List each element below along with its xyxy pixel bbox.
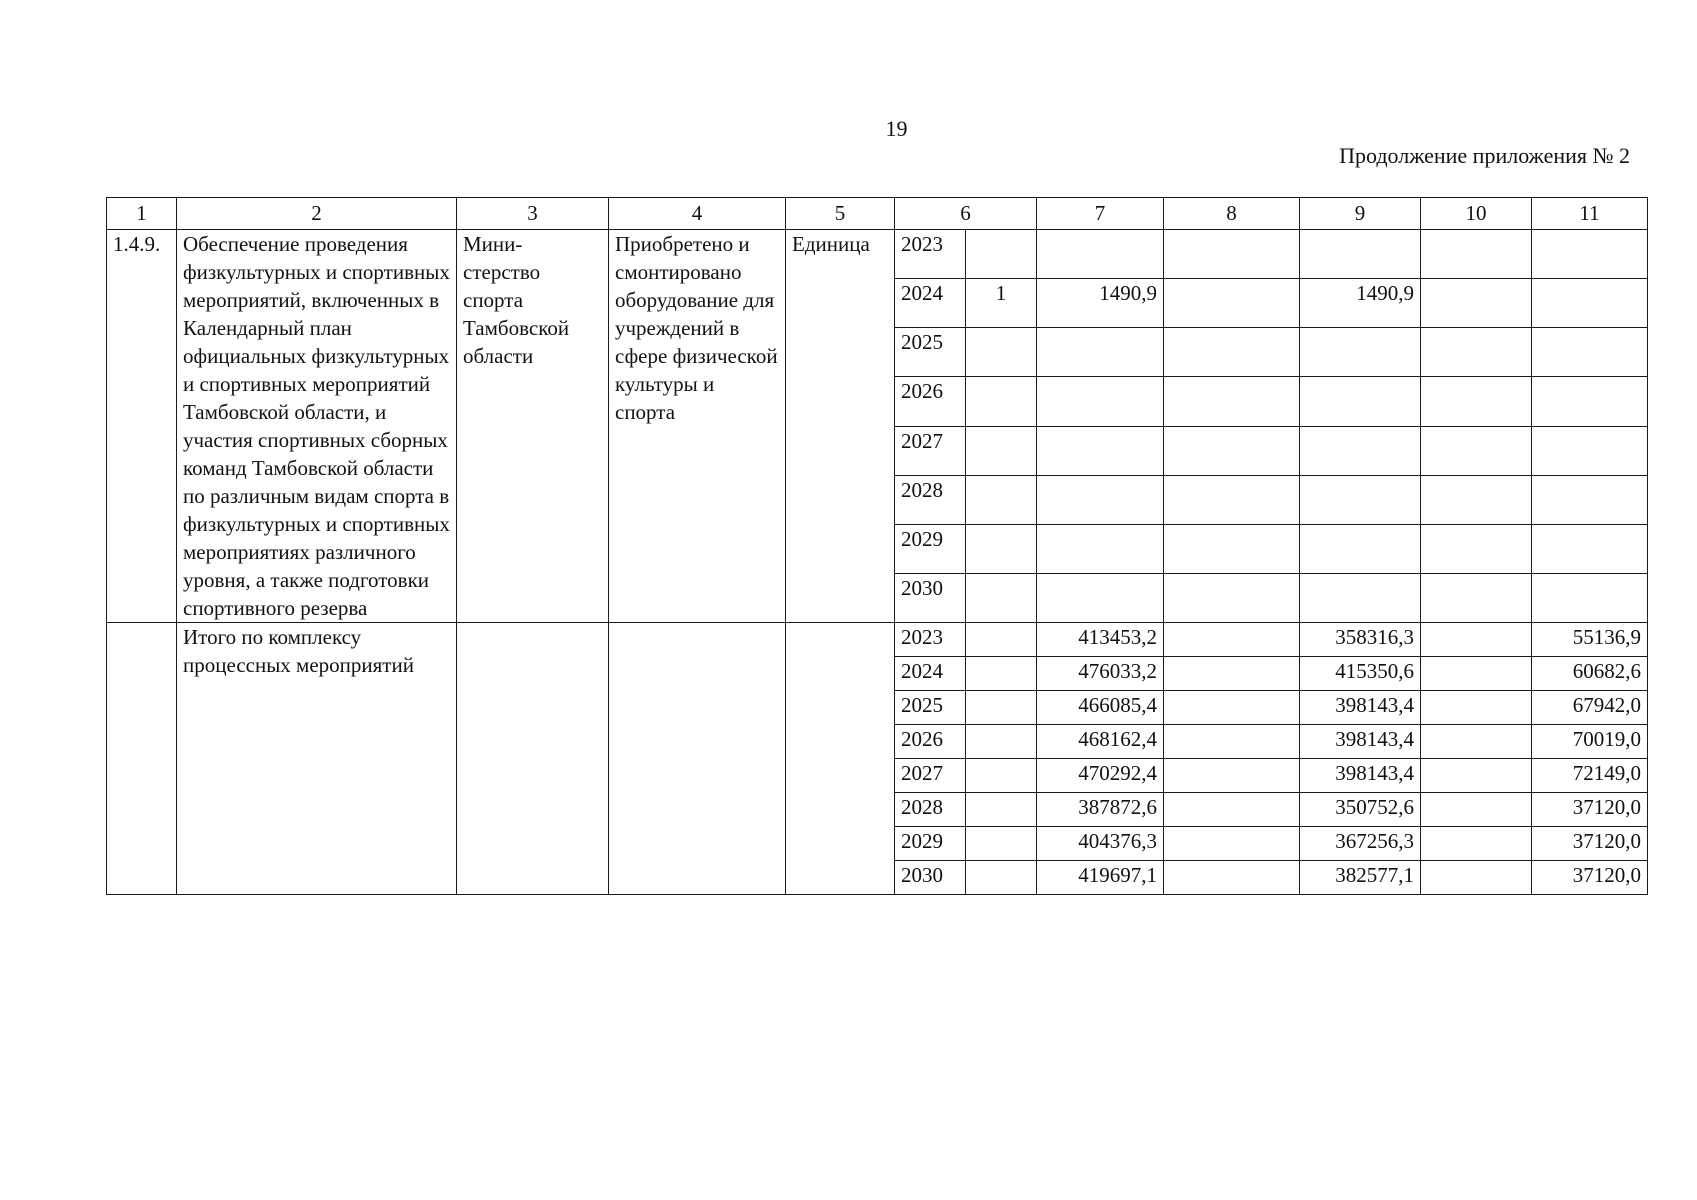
amount-cell xyxy=(1421,861,1532,895)
amount-cell xyxy=(1037,475,1164,524)
amount-cell: 72149,0 xyxy=(1532,759,1648,793)
year-cell: 2027 xyxy=(895,759,966,793)
amount-cell xyxy=(1164,623,1300,657)
amount-cell: 466085,4 xyxy=(1037,691,1164,725)
page-number: 19 xyxy=(885,116,908,141)
amount-cell xyxy=(1300,328,1421,377)
amount-cell xyxy=(1164,475,1300,524)
amount-cell xyxy=(1532,328,1648,377)
amount-cell: 1490,9 xyxy=(1300,279,1421,328)
year-cell: 2029 xyxy=(895,524,966,573)
header-cell: 9 xyxy=(1300,198,1421,230)
amount-cell: 419697,1 xyxy=(1037,861,1164,895)
amount-cell xyxy=(1421,426,1532,475)
amount-cell xyxy=(1164,725,1300,759)
amount-cell xyxy=(1421,230,1532,279)
indicator-cell xyxy=(966,759,1037,793)
amount-cell: 37120,0 xyxy=(1532,861,1648,895)
indicator-cell xyxy=(966,573,1037,622)
year-cell: 2023 xyxy=(895,230,966,279)
amount-cell xyxy=(1300,377,1421,426)
amount-cell xyxy=(1421,759,1532,793)
amount-cell xyxy=(1300,426,1421,475)
amount-cell: 382577,1 xyxy=(1300,861,1421,895)
amount-cell xyxy=(1421,691,1532,725)
amount-cell: 358316,3 xyxy=(1300,623,1421,657)
indicator-cell xyxy=(966,623,1037,657)
year-cell: 2030 xyxy=(895,861,966,895)
amount-cell xyxy=(1037,426,1164,475)
amount-cell xyxy=(1164,827,1300,861)
amount-cell xyxy=(1300,230,1421,279)
budget-table xyxy=(106,197,1648,895)
amount-cell xyxy=(1164,328,1300,377)
amount-cell: 398143,4 xyxy=(1300,759,1421,793)
indicator-cell xyxy=(966,827,1037,861)
year-cell: 2028 xyxy=(895,793,966,827)
amount-cell: 37120,0 xyxy=(1532,827,1648,861)
amount-cell xyxy=(1164,793,1300,827)
amount-cell xyxy=(1164,759,1300,793)
amount-cell: 415350,6 xyxy=(1300,657,1421,691)
amount-cell xyxy=(1037,573,1164,622)
amount-cell xyxy=(1164,279,1300,328)
header-cell: 10 xyxy=(1421,198,1532,230)
amount-cell: 398143,4 xyxy=(1300,691,1421,725)
amount-cell xyxy=(1037,328,1164,377)
amount-cell: 468162,4 xyxy=(1037,725,1164,759)
amount-cell xyxy=(1164,657,1300,691)
amount-cell xyxy=(1300,524,1421,573)
amount-cell xyxy=(1532,279,1648,328)
amount-cell: 37120,0 xyxy=(1532,793,1648,827)
amount-cell xyxy=(1532,230,1648,279)
amount-cell xyxy=(1421,623,1532,657)
item-name: Обеспечение проведения физкультурных и спортивных мероприятий, включенных в Календарный план официальных физкультурных и спортивных мероприятий Тамбовской области, и участия спортивных сборных команд Тамбовской области по различным видам спорта в физкультурных и спортивных мероприятиях различного уровня, а также подготовки спортивного резерва xyxy=(177,230,457,623)
header-cell: 7 xyxy=(1037,198,1164,230)
amount-cell: 387872,6 xyxy=(1037,793,1164,827)
amount-cell xyxy=(1421,657,1532,691)
item-executor: Мини- стерство спорта Тамбовской области xyxy=(457,230,609,623)
total-number xyxy=(107,623,177,895)
amount-cell xyxy=(1532,573,1648,622)
amount-cell: 350752,6 xyxy=(1300,793,1421,827)
continuation-title: Продолжение приложения № 2 xyxy=(1339,143,1630,168)
indicator-cell xyxy=(966,793,1037,827)
item-unit: Единица xyxy=(786,230,895,623)
indicator-cell xyxy=(966,861,1037,895)
header-cell: 6 xyxy=(895,198,1037,230)
amount-cell xyxy=(1164,524,1300,573)
indicator-cell: 1 xyxy=(966,279,1037,328)
amount-cell xyxy=(1421,725,1532,759)
indicator-cell xyxy=(966,230,1037,279)
header-cell: 5 xyxy=(786,198,895,230)
amount-cell xyxy=(1300,573,1421,622)
indicator-cell xyxy=(966,691,1037,725)
year-cell: 2030 xyxy=(895,573,966,622)
year-cell: 2027 xyxy=(895,426,966,475)
header-cell: 11 xyxy=(1532,198,1648,230)
indicator-cell xyxy=(966,475,1037,524)
amount-cell xyxy=(1532,524,1648,573)
header-row xyxy=(107,198,1648,230)
header-cell: 4 xyxy=(609,198,786,230)
amount-cell xyxy=(1421,827,1532,861)
amount-cell xyxy=(1164,691,1300,725)
year-cell: 2026 xyxy=(895,377,966,426)
amount-cell: 398143,4 xyxy=(1300,725,1421,759)
amount-cell xyxy=(1532,426,1648,475)
amount-cell xyxy=(1164,230,1300,279)
amount-cell xyxy=(1421,573,1532,622)
amount-cell xyxy=(1421,475,1532,524)
amount-cell: 367256,3 xyxy=(1300,827,1421,861)
indicator-cell xyxy=(966,377,1037,426)
amount-cell: 476033,2 xyxy=(1037,657,1164,691)
amount-cell xyxy=(1421,793,1532,827)
item-result: Приобретено и смонтировано оборудование для учреждений в сфере физической культуры и спорта xyxy=(609,230,786,623)
amount-cell xyxy=(1532,377,1648,426)
total-unit xyxy=(786,623,895,895)
indicator-cell xyxy=(966,657,1037,691)
item-number: 1.4.9. xyxy=(107,230,177,623)
amount-cell: 413453,2 xyxy=(1037,623,1164,657)
year-cell: 2025 xyxy=(895,328,966,377)
amount-cell xyxy=(1037,377,1164,426)
amount-cell xyxy=(1164,377,1300,426)
amount-cell xyxy=(1037,524,1164,573)
total-result xyxy=(609,623,786,895)
year-cell: 2024 xyxy=(895,657,966,691)
amount-cell: 1490,9 xyxy=(1037,279,1164,328)
indicator-cell xyxy=(966,524,1037,573)
amount-cell: 70019,0 xyxy=(1532,725,1648,759)
header-cell: 2 xyxy=(177,198,457,230)
amount-cell xyxy=(1421,279,1532,328)
year-cell: 2024 xyxy=(895,279,966,328)
total-name: Итого по комплексу процессных мероприятий xyxy=(177,623,457,895)
header-cell: 1 xyxy=(107,198,177,230)
amount-cell: 404376,3 xyxy=(1037,827,1164,861)
year-cell: 2025 xyxy=(895,691,966,725)
amount-cell xyxy=(1300,475,1421,524)
table-row xyxy=(107,230,1648,279)
amount-cell xyxy=(1421,328,1532,377)
header-cell: 8 xyxy=(1164,198,1300,230)
indicator-cell xyxy=(966,725,1037,759)
amount-cell xyxy=(1164,573,1300,622)
year-cell: 2023 xyxy=(895,623,966,657)
amount-cell xyxy=(1532,475,1648,524)
year-cell: 2029 xyxy=(895,827,966,861)
indicator-cell xyxy=(966,426,1037,475)
amount-cell xyxy=(1421,524,1532,573)
amount-cell: 67942,0 xyxy=(1532,691,1648,725)
amount-cell xyxy=(1164,426,1300,475)
year-cell: 2028 xyxy=(895,475,966,524)
indicator-cell xyxy=(966,328,1037,377)
total-row xyxy=(107,623,1648,657)
total-executor xyxy=(457,623,609,895)
amount-cell: 60682,6 xyxy=(1532,657,1648,691)
amount-cell: 470292,4 xyxy=(1037,759,1164,793)
amount-cell xyxy=(1037,230,1164,279)
year-cell: 2026 xyxy=(895,725,966,759)
amount-cell xyxy=(1421,377,1532,426)
amount-cell xyxy=(1164,861,1300,895)
amount-cell: 55136,9 xyxy=(1532,623,1648,657)
header-cell: 3 xyxy=(457,198,609,230)
